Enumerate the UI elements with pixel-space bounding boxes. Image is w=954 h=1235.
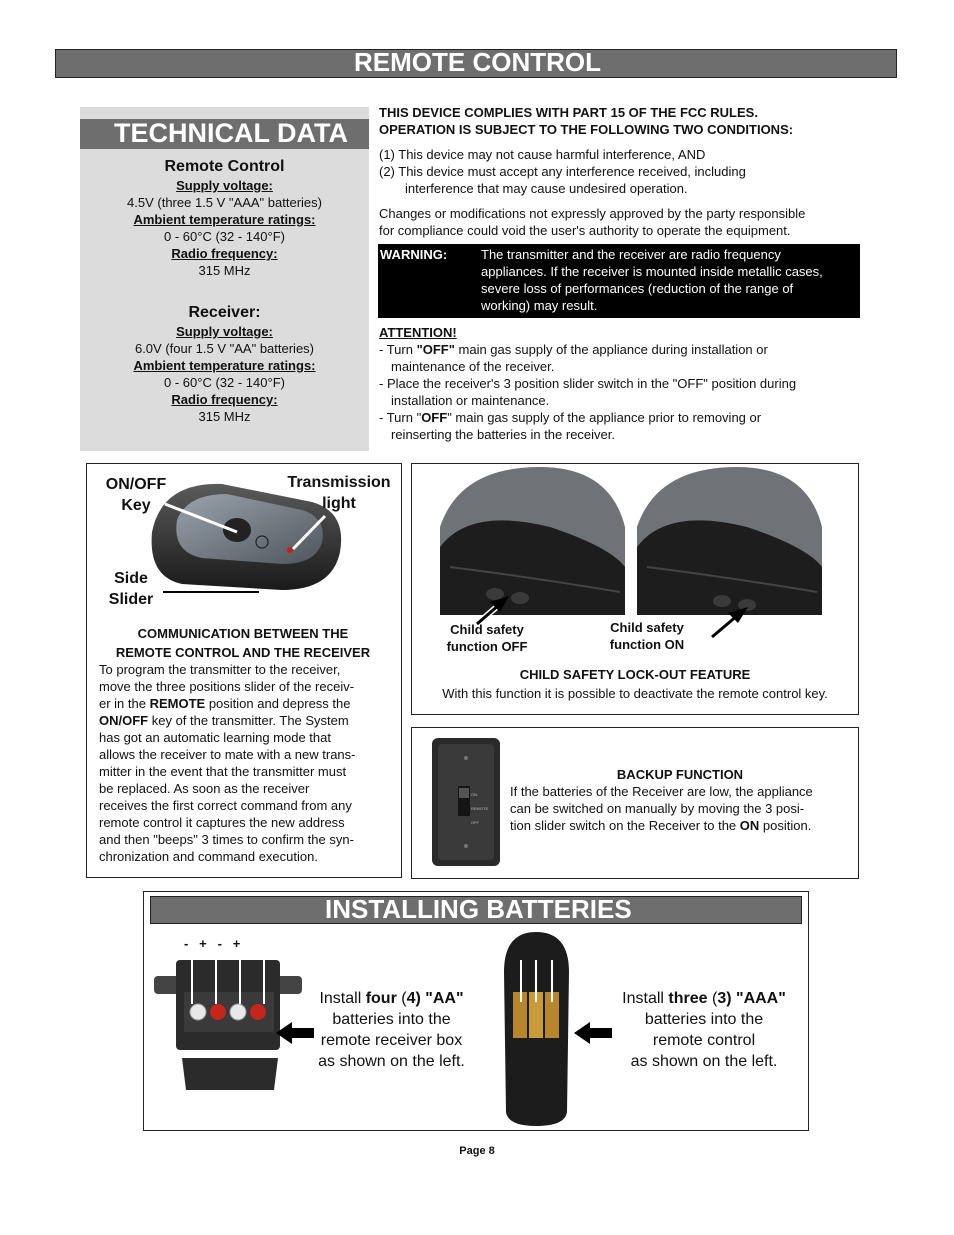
communication-text: To program the transmitter to the receiver, move the three positions slider of the receiv- er in the REMOTE position and depress the ON/OFF key of the transmitter. The System has got an automatic learning mode that allows the receiver to mate with a new trans- mitter in the event that the transmitter must be replaced. As soon as the receiver receives the first correct command from any remote control it captures the new address and then "beeps" 3 times to confirm the syn- chronization and command execution. <box>99 662 356 864</box>
remote-communication-box <box>86 463 402 878</box>
remote-pointer-lines <box>87 464 401 604</box>
installing-batteries-box <box>143 891 809 1131</box>
fcc-condition-1: (1) This device may not cause harmful interference, AND <box>379 147 706 162</box>
attention-item-2-cont: installation or maintenance. <box>391 393 550 408</box>
switch-position-labels <box>471 788 488 830</box>
fcc-condition-2: (2) This device must accept any interference received, including <box>379 164 746 179</box>
remote-supply-label: Supply voltage: <box>176 178 273 193</box>
attention-item-3-cont: reinserting the batteries in the receiver. <box>391 427 616 442</box>
technical-data-panel <box>80 107 369 451</box>
child-safety-box <box>411 463 859 715</box>
arrow-on-icon <box>712 607 748 637</box>
fcc-line-2: OPERATION IS SUBJECT TO THE FOLLOWING TWO CONDITIONS: <box>379 122 794 137</box>
backup-function-box <box>411 727 859 879</box>
switch-label-remote: REMOTE <box>471 806 489 811</box>
attention-block <box>379 324 859 443</box>
onoff-key-label: ON/OFF Key <box>105 476 167 514</box>
receiver-freq-value: 315 MHz <box>198 409 251 424</box>
receiver-switch-image <box>430 736 502 868</box>
remote-battery-image <box>499 932 574 1126</box>
receiver-supply-value: 6.0V (four 1.5 V "AA" batteries) <box>134 341 315 356</box>
warning-line-1: The transmitter and the receiver are radio frequency <box>481 247 781 262</box>
warning-line-4: working) may result. <box>481 298 598 313</box>
installing-batteries-banner <box>150 896 802 924</box>
receiver-freq-label: Radio frequency: <box>171 392 278 407</box>
warning-box <box>378 244 860 318</box>
page-number: Page 8 <box>459 1145 495 1157</box>
arrow-off-icon <box>477 596 509 624</box>
fcc-notice <box>379 104 859 239</box>
attention-item-3: - Turn "OFF" main gas supply of the appliance prior to removing or <box>379 410 762 425</box>
remote-spec-block <box>80 157 369 279</box>
installing-batteries-title: INSTALLING BATTERIES <box>325 894 632 924</box>
child-safety-off-label: Child safety function OFF <box>446 622 528 654</box>
attention-item-1-cont: maintenance of the receiver. <box>391 359 555 374</box>
backup-text: If the batteries of the Receiver are low, the appliance can be switched on manually by moving the 3 posi- tion slider switch on the Receiver to the ON position. <box>510 784 813 833</box>
receiver-supply-label: Supply voltage: <box>176 324 273 339</box>
switch-label-on: ON <box>471 792 477 797</box>
aa-batteries-text: Install four (4) "AA" batteries into the remote receiver box as shown on the left. <box>318 990 465 1070</box>
fcc-changes-2: for compliance could void the user's authority to operate the equipment. <box>379 223 791 238</box>
technical-data-title: TECHNICAL DATA <box>114 118 348 148</box>
warning-line-2: appliances. If the receiver is mounted inside metallic cases, <box>481 264 823 279</box>
remote-temp-label: Ambient temperature ratings: <box>133 212 316 227</box>
child-safety-on-label: Child safety function ON <box>609 620 685 652</box>
switch-label-off: OFF <box>471 820 479 825</box>
warning-text <box>481 246 859 314</box>
receiver-temp-label: Ambient temperature ratings: <box>133 358 316 373</box>
warning-line-3: severe loss of performances (reduction of the range of <box>481 281 794 296</box>
fcc-condition-2-cont: interference that may cause undesired operation. <box>405 181 688 196</box>
attention-item-2: - Place the receiver's 3 position slider switch in the "OFF" position during <box>379 376 797 391</box>
technical-data-banner <box>80 119 369 149</box>
page-header-title: REMOTE CONTROL <box>354 47 601 77</box>
receiver-temp-value: 0 - 60°C (32 - 140°F) <box>164 375 285 390</box>
remote-freq-value: 315 MHz <box>198 263 251 278</box>
receiver-spec-heading: Receiver: <box>188 304 261 321</box>
remote-spec-heading: Remote Control <box>164 158 285 175</box>
remote-freq-label: Radio frequency: <box>171 246 278 261</box>
receiver-spec-block <box>80 303 369 425</box>
child-safety-text: With this function it is possible to deactivate the remote control key. <box>442 686 828 701</box>
fcc-line-1: THIS DEVICE COMPLIES WITH PART 15 OF THE FCC RULES. <box>379 105 758 120</box>
remote-temp-value: 0 - 60°C (32 - 140°F) <box>164 229 285 244</box>
communication-title: COMMUNICATION BETWEEN THE REMOTE CONTROL AND THE RECEIVER <box>115 626 371 660</box>
attention-title: ATTENTION! <box>379 325 457 340</box>
child-safety-title: CHILD SAFETY LOCK-OUT FEATURE <box>519 667 751 682</box>
battery-polarity-marks: - + - + <box>184 936 241 951</box>
aaa-batteries-text: Install three (3) "AAA" batteries into the remote control as shown on the left. <box>622 990 786 1070</box>
warning-label: WARNING: <box>380 247 448 262</box>
page-header-banner <box>55 49 897 78</box>
side-slider-label: Side Slider <box>108 570 154 608</box>
attention-item-1: - Turn "OFF" main gas supply of the appliance during installation or <box>379 342 768 357</box>
remote-supply-value: 4.5V (three 1.5 V "AAA" batteries) <box>127 195 322 210</box>
backup-title: BACKUP FUNCTION <box>616 767 744 782</box>
fcc-changes-1: Changes or modifications not expressly approved by the party responsible <box>379 206 806 221</box>
transmission-light-label: Transmission light <box>287 474 391 512</box>
